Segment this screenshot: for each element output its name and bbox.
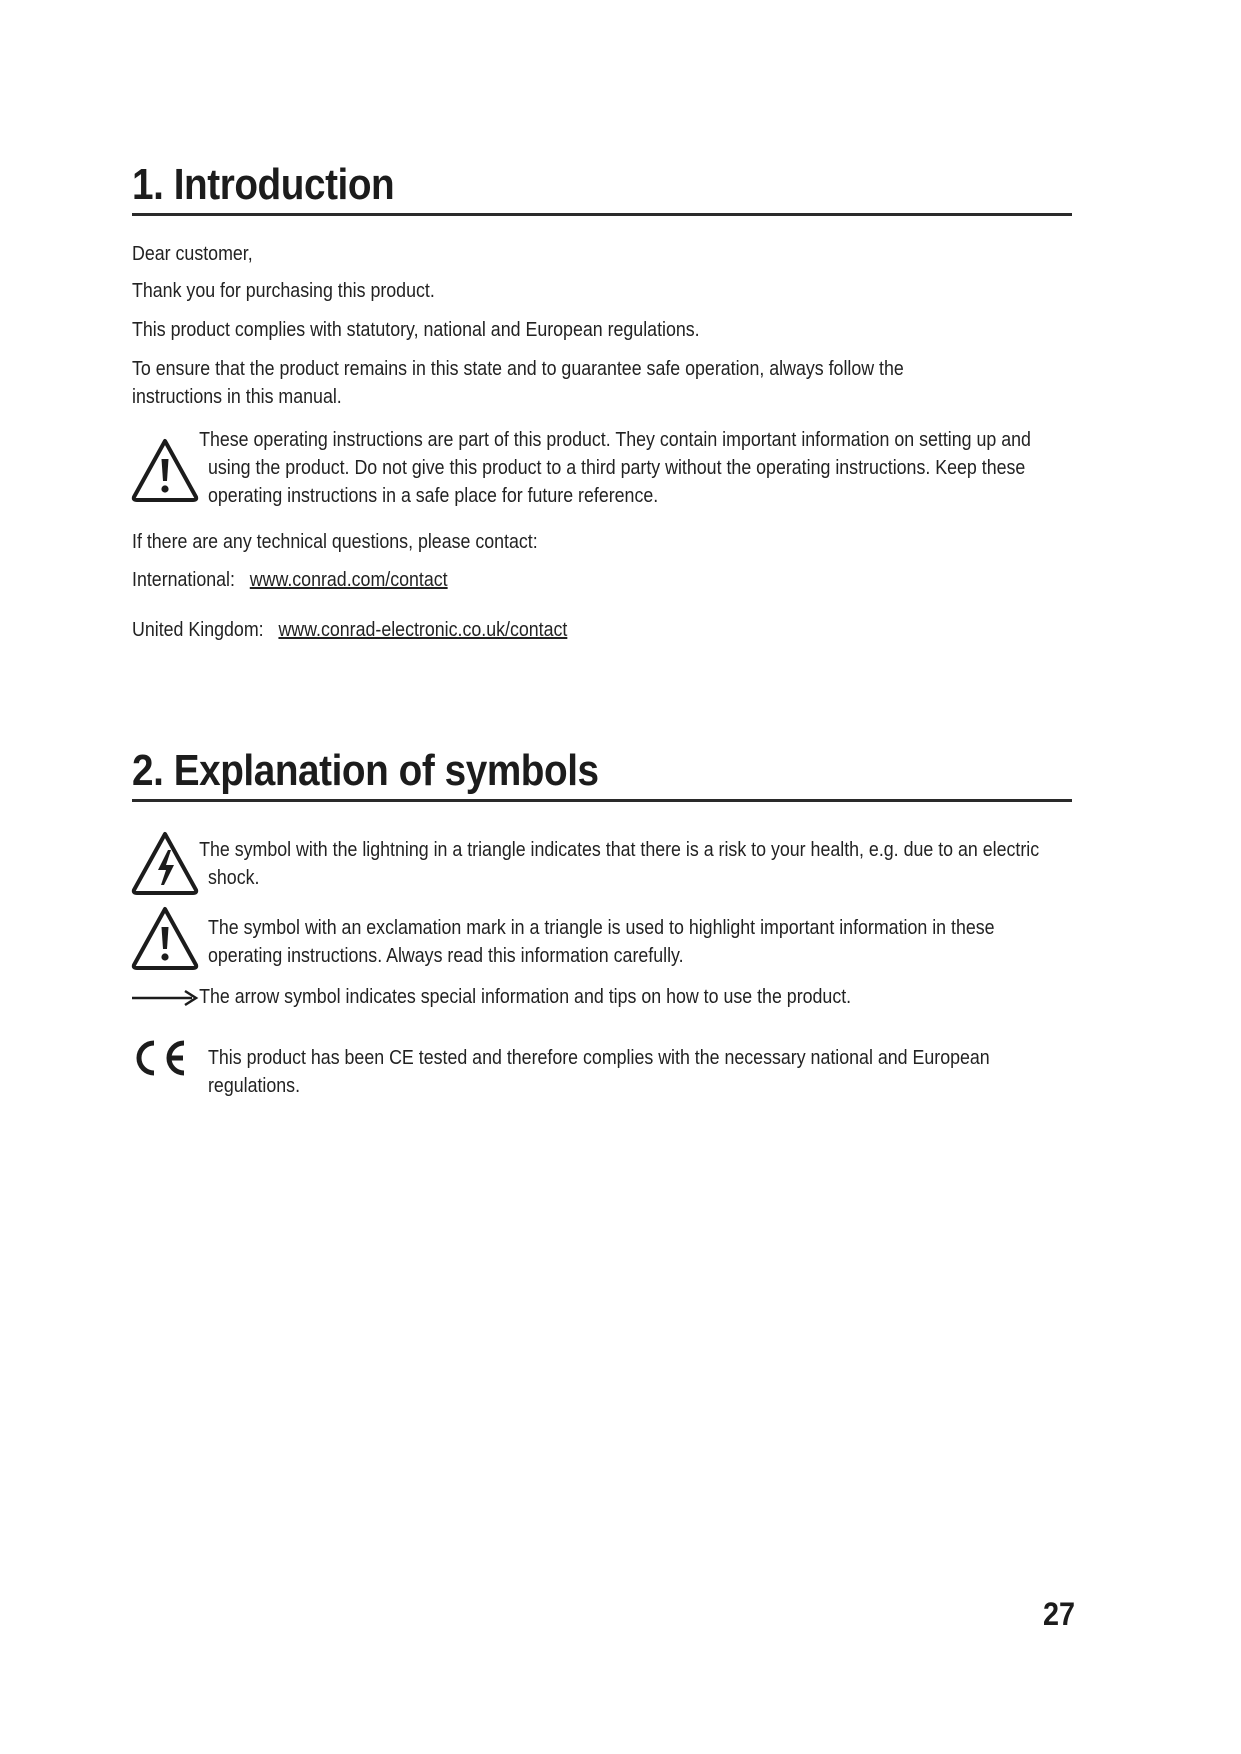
contact-label: International:	[132, 569, 235, 591]
symbol-text-arrow: The arrow symbol indicates special information and tips on how to use the product.	[199, 986, 852, 1008]
section-title-symbols: 2. Explanation of symbols	[132, 746, 599, 795]
lightning-warning-icon	[130, 830, 200, 896]
warning-note-text: These operating instructions are part of this product. They contain important information on setting up and using the product. Do not give this product to a third party without the operating instructions. Keep these operating instructions in a safe place for future reference.	[199, 429, 1031, 507]
contact-link-international[interactable]: www.conrad.com/contact	[249, 569, 448, 591]
exclamation-warning-icon	[130, 437, 200, 503]
symbol-text-exclamation: The symbol with an exclamation mark in a triangle is used to highlight important information in these operating instructions. Always read this information carefully.	[208, 917, 995, 967]
arrow-icon	[130, 988, 200, 1008]
contact-link-united-kingdom[interactable]: www.conrad-electronic.co.uk/contact	[278, 619, 568, 641]
symbol-text-lightning: The symbol with the lightning in a triangle indicates that there is a risk to your health, e.g. due to an electric shock.	[199, 839, 1040, 889]
exclamation-warning-icon	[130, 905, 200, 971]
contact-international	[132, 566, 666, 594]
symbol-text-ce: This product has been CE tested and therefore complies with the necessary national and European regulations.	[208, 1047, 990, 1097]
compliance-text: This product complies with statutory, national and European regulations.	[132, 319, 700, 341]
ce-mark-icon	[130, 1036, 192, 1080]
contact-label: United Kingdom:	[132, 619, 264, 641]
ensure-text: To ensure that the product remains in this state and to guarantee safe operation, always follow the instructions in this manual.	[132, 358, 904, 408]
section-title-introduction: 1. Introduction	[132, 160, 395, 209]
section-divider	[132, 213, 1072, 216]
page-number: 27	[1042, 1596, 1075, 1632]
contact-intro-text: If there are any technical questions, please contact:	[132, 531, 538, 553]
section-divider	[132, 799, 1072, 802]
contact-united-kingdom	[132, 616, 666, 644]
greeting-text: Dear customer,	[132, 243, 253, 265]
thanks-text: Thank you for purchasing this product.	[132, 280, 435, 302]
